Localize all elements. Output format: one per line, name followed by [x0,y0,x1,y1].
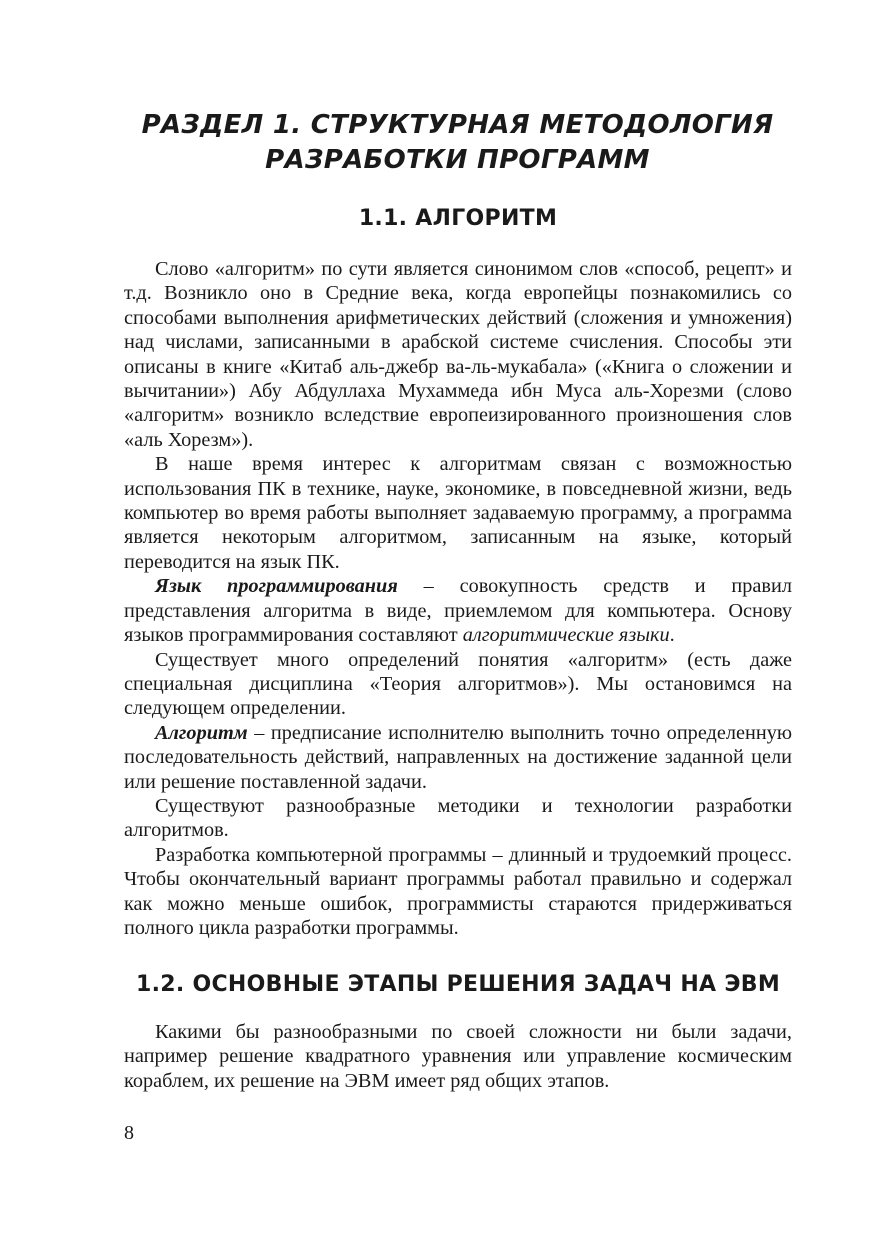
paragraph-programming-language-definition: Язык программирования – совокупность средств и правил представления алгоритма в виде, приемлемом для компьютера. Основу языков программирования составляют алгоритмические языки. [124,575,792,647]
term-algorithmic-languages: алгоритмические языки [462,624,670,647]
section-1-2-body [124,1020,792,1093]
paragraph-definitions-intro: Существует много определений понятия «алгоритм» (есть даже специальная дисциплина «Теория алгоритмов»). Мы остановимся на следующем определении. [124,648,792,720]
term-algorithm: Алгоритм [155,721,248,744]
part-title [80,108,835,178]
paragraph-algorithm-origin: Слово «алгоритм» по сути является синонимом слов «способ, рецепт» и т.д. Возникло оно в Средние века, когда европейцы познакомились со способами выполнения арифметических действий (сложения и умножения) над числами, записанными в арабской системе счисления. Способы эти описаны в книге «Китаб аль-джебр ва-ль-мукабала» («Книга о сложении и вычитании») Абу Абдуллаха Мухаммеда ибн Муса аль-Хорезми (слово «алгоритм» возникло вследствие европеизированного произношения слов «аль Хорезм»). [124,258,792,451]
term-programming-language: Язык программирования [155,575,398,598]
part-title-line-1: РАЗДЕЛ 1. СТРУКТУРНАЯ МЕТОДОЛОГИЯ [141,110,774,140]
definition-text: – предписание исполнителю выполнить точно определенную последовательность действий, направленных на достижение заданной цели или решение поставленной задачи. [124,721,792,793]
paragraph-common-stages: Какими бы разнообразными по своей сложности ни были задачи, например решение квадратного уравнения или управление космическим кораблем, их решение на ЭВМ имеет ряд общих этапов. [124,1021,792,1092]
paragraph-algorithm-relevance: В наше время интерес к алгоритмам связан с возможностью использования ПК в технике, науке, экономике, в повседневной жизни, ведь компьютер во время работы выполняет задаваемую программу, а программа является некоторым алгоритмом, записанным на языке, который переводится на язык ПК. [124,453,792,573]
page-number: 8 [124,1122,134,1144]
paragraph-algorithm-definition [124,721,792,794]
part-title-line-2: РАЗРАБОТКИ ПРОГРАММ [265,145,650,175]
definition-text: – совокупность средств и правил представления алгоритма в виде, приемлемом для компьютера. Основу языков программирования составляют [124,575,792,647]
paragraph-development-cycle: Разработка компьютерной программы – длинный и трудоемкий процесс. Чтобы окончательный вариант программы работал правильно и содержал как можно меньше ошибок, программисты стараются придерживаться полного цикла разработки программы. [124,843,792,939]
section-1-1-body [124,257,792,940]
section-1-2-heading: 1.2. ОСНОВНЫЕ ЭТАПЫ РЕШЕНИЯ ЗАДАЧ НА ЭВМ [135,972,781,997]
section-1-1-heading: 1.1. АЛГОРИТМ [358,206,558,231]
paragraph-methods: Существуют разнообразные методики и технологии разработки алгоритмов. [124,794,792,842]
